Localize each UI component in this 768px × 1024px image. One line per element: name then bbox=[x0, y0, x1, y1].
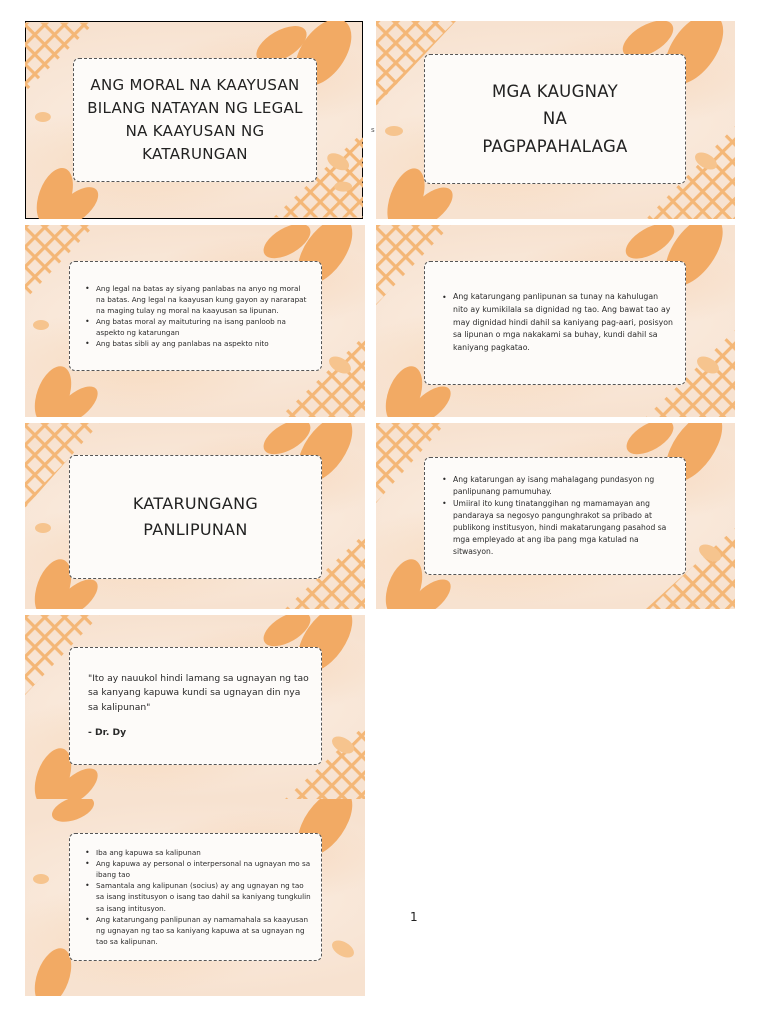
bullet-item: • Ang katarungan ay isang mahalagang pundasyon ng panlipunang pamumuhay. bbox=[449, 474, 673, 498]
title-line: ANG MORAL NA KAAYUSAN bbox=[90, 75, 300, 94]
slide-1 bbox=[25, 21, 363, 219]
bullet-item: • Samantala ang kalipunan (socius) ay ang ugnayan ng tao sa isang institusyon o isang tao dahil sa kaniyang tungkulin sa isang intitusyon. bbox=[92, 880, 311, 913]
bullet-item: • Ang kapuwa ay personal o interpersonal na ugnayan mo sa ibang tao bbox=[92, 858, 311, 880]
bullets-card bbox=[424, 261, 686, 385]
bullet-list bbox=[80, 283, 311, 350]
bullet-item: • Ang katarungang panlipunan ay namamahala sa kaayusan ng ugnayan ng tao sa kaniyang kapuwa at sa ugnayan ng tao sa kalipunan. bbox=[92, 914, 311, 947]
title-line: PAGPAPAHALAGA bbox=[482, 136, 628, 156]
slide-6 bbox=[376, 423, 735, 609]
slide-title bbox=[87, 74, 303, 167]
bullet-item: • Ang legal na batas ay siyang panlabas na anyo ng moral na batas. Ang legal na kaayusan kung gayon ay nararapat na maging tulay ng moral na kaayusan sa lipunan. bbox=[92, 283, 311, 316]
slide-3 bbox=[25, 225, 365, 417]
bullets-card bbox=[69, 833, 322, 961]
bullets-card bbox=[424, 457, 686, 575]
quote-text: "Ito ay nauukol hindi lamang sa ugnayan ng tao sa kanyang kapuwa kundi sa ugnayan din nya sa kalipunan" bbox=[88, 672, 309, 713]
title-line: KATARUNGANG bbox=[132, 494, 259, 514]
slide-title bbox=[482, 78, 627, 160]
bullet-list bbox=[437, 291, 673, 355]
slide-4 bbox=[376, 225, 735, 417]
slide-title bbox=[133, 491, 258, 542]
bullet-item: • Ang batas moral ay maituturing na isang panloob na aspekto ng katarungan bbox=[92, 316, 311, 338]
page-number: 1 bbox=[410, 910, 418, 924]
quote-author: - Dr. Dy bbox=[88, 726, 127, 738]
title-line: PANLIPUNAN bbox=[143, 520, 248, 539]
title-line: BILANG NATAYAN NG LEGAL bbox=[87, 98, 303, 117]
title-line: MGA KAUGNAY bbox=[492, 82, 618, 102]
title-card bbox=[69, 455, 322, 579]
slide-2 bbox=[376, 21, 735, 219]
bullet-list bbox=[437, 474, 673, 559]
bullet-item: • Umiiral ito kung tinatanggihan ng mamamayan ang pandaraya sa negosyo pangunghrakot sa pribado at publikong institusyon, hindi makatarungang pasahod sa mga empleyado at ang iba pang mga katulad na sitwasyon. bbox=[449, 498, 673, 559]
slide-5 bbox=[25, 423, 365, 609]
quote-card bbox=[69, 647, 322, 765]
title-line: NA KAAYUSAN NG bbox=[125, 122, 265, 140]
slide-7 bbox=[25, 615, 365, 799]
bullet-list bbox=[80, 847, 311, 947]
stray-mark: s bbox=[371, 126, 375, 134]
title-line: NA bbox=[542, 109, 568, 129]
bullet-item: • Ang katarungang panlipunan sa tunay na kahulugan nito ay kumikilala sa dignidad ng tao. Ang bawat tao ay may dignidad hindi dahil sa kaniyang pag-aari, posisyon sa lipunan o mga nakakami sa buhay, kundi dahil sa kaniyang pagkatao. bbox=[449, 291, 673, 355]
slide-8 bbox=[25, 799, 365, 996]
title-card bbox=[73, 58, 317, 182]
bullets-card bbox=[69, 261, 322, 371]
title-line: KATARUNGAN bbox=[142, 145, 248, 164]
quote-block bbox=[82, 672, 309, 741]
bullet-item: • Iba ang kapuwa sa kalipunan bbox=[92, 847, 311, 858]
bullet-item: • Ang batas sibli ay ang panlabas na aspekto nito bbox=[92, 338, 311, 349]
title-card bbox=[424, 54, 686, 184]
